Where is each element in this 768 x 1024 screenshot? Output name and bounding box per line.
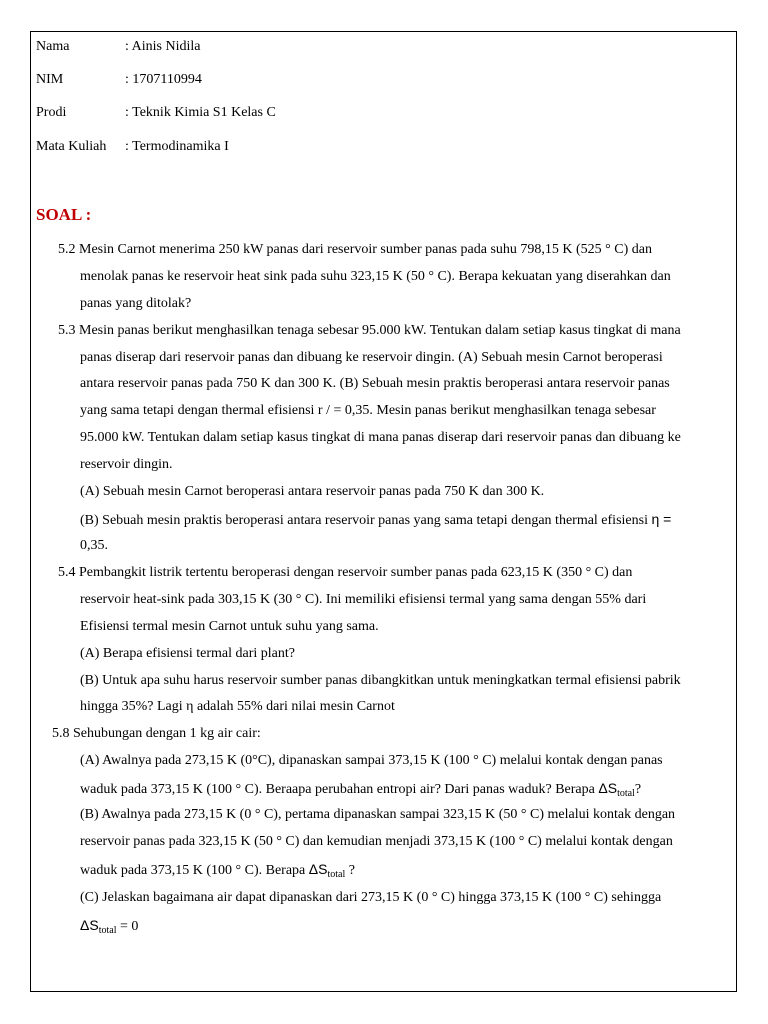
problem-line: 95.000 kW. Tentukan dalam setiap kasus tingkat di mana panas diserap dari reservoir panas dan dibuang ke — [80, 430, 681, 445]
problem-line: menolak panas ke reservoir heat sink pada suhu 323,15 K (50 ° C). Berapa kekuatan yang diserahkan dan — [80, 269, 671, 284]
delta-s-symbol: ΔS — [80, 917, 99, 933]
problem-line: yang sama tetapi dengan thermal efisiensi r / = 0,35. Mesin panas berikut menghasilkan tenaga sebesar — [80, 403, 656, 418]
delta-s-symbol: ΔS — [308, 861, 328, 877]
subscript-total: total — [617, 788, 635, 799]
info-label: Mata Kuliah — [36, 139, 107, 154]
problem-line — [80, 860, 355, 884]
problem-line: 5.2 Mesin Carnot menerima 250 kW panas dari reservoir sumber panas pada suhu 798,15 K (525 ° C) dan — [58, 242, 652, 257]
problem-line: 5.3 Mesin panas berikut menghasilkan tenaga sebesar 95.000 kW. Tentukan dalam setiap kasus tingkat di mana — [58, 323, 681, 338]
subscript-total: total — [98, 925, 117, 936]
problem-line: (A) Awalnya pada 273,15 K (0°C), dipanaskan sampai 373,15 K (100 ° C) melalui kontak dengan panas — [80, 753, 663, 768]
problem-text: (B) Sebuah mesin praktis beroperasi antara reservoir panas yang sama tetapi dengan thermal efisiensi — [80, 513, 648, 528]
problem-line: reservoir panas pada 323,15 K (50 ° C) dan kemudian menjadi 373,15 K (100 ° C) melalui kontak dengan — [80, 834, 673, 849]
delta-s-symbol: ΔS — [598, 780, 618, 796]
problem-line: (A) Sebuah mesin Carnot beroperasi antara reservoir panas pada 750 K dan 300 K. — [80, 484, 545, 499]
problem-line — [80, 916, 138, 940]
problem-line: 5.8 Sehubungan dengan 1 kg air cair: — [52, 726, 261, 741]
problem-line: (C) Jelaskan bagaimana air dapat dipanaskan dari 273,15 K (0 ° C) hingga 373,15 K (100 ° C) sehingga — [80, 890, 662, 905]
info-value: : 1707110994 — [125, 72, 202, 87]
subscript-total: total — [327, 869, 346, 880]
problem-line — [80, 779, 641, 803]
info-value: : Ainis Nidila — [125, 39, 201, 54]
problem-line — [80, 510, 671, 530]
problem-text: waduk pada 373,15 K (100 ° C). Beraapa perubahan entropi air? Dari panas waduk? Berapa — [80, 782, 599, 797]
problem-text: waduk pada 373,15 K (100 ° C). Berapa — [80, 863, 309, 878]
problem-line: (B) Untuk apa suhu harus reservoir sumber panas dibangkitkan untuk meningkatkan termal efisiensi pabrik — [80, 673, 681, 688]
question-mark: ? — [345, 863, 355, 878]
info-label: Nama — [36, 39, 70, 54]
problem-line: 5.4 Pembangkit listrik tertentu beroperasi dengan reservoir sumber panas pada 623,15 K (350 ° C) dan — [58, 565, 633, 580]
eta-symbol: η = — [651, 511, 672, 527]
problem-line: hingga 35%? Lagi η adalah 55% dari nilai mesin Carnot — [80, 699, 395, 714]
question-mark: ? — [634, 782, 642, 797]
equals-zero: = 0 — [116, 919, 139, 934]
info-label: Prodi — [36, 105, 67, 120]
soal-heading: SOAL : — [36, 205, 92, 224]
problem-line: reservoir heat-sink pada 303,15 K (30 ° C). Ini memiliki efisiensi termal yang sama dengan 55% dari — [80, 592, 647, 607]
problem-line: reservoir dingin. — [80, 457, 173, 472]
info-value: : Teknik Kimia S1 Kelas C — [125, 105, 276, 120]
problem-line: (B) Awalnya pada 273,15 K (0 ° C), pertama dipanaskan sampai 323,15 K (50 ° C) melalui kontak dengan — [80, 807, 676, 822]
problem-line: Efisiensi termal mesin Carnot untuk suhu yang sama. — [80, 619, 379, 634]
problem-line: panas yang ditolak? — [80, 296, 192, 311]
problem-line: antara reservoir panas pada 750 K dan 300 K. (B) Sebuah mesin praktis beroperasi antara reservoir panas — [80, 376, 670, 391]
problem-line: panas diserap dari reservoir panas dan dibuang ke reservoir dingin. (A) Sebuah mesin Carnot beroperasi — [80, 350, 663, 365]
problem-line: 0,35. — [80, 538, 108, 553]
info-label: NIM — [36, 72, 64, 87]
problem-line: (A) Berapa efisiensi termal dari plant? — [80, 646, 295, 661]
info-value: : Termodinamika I — [125, 139, 229, 154]
